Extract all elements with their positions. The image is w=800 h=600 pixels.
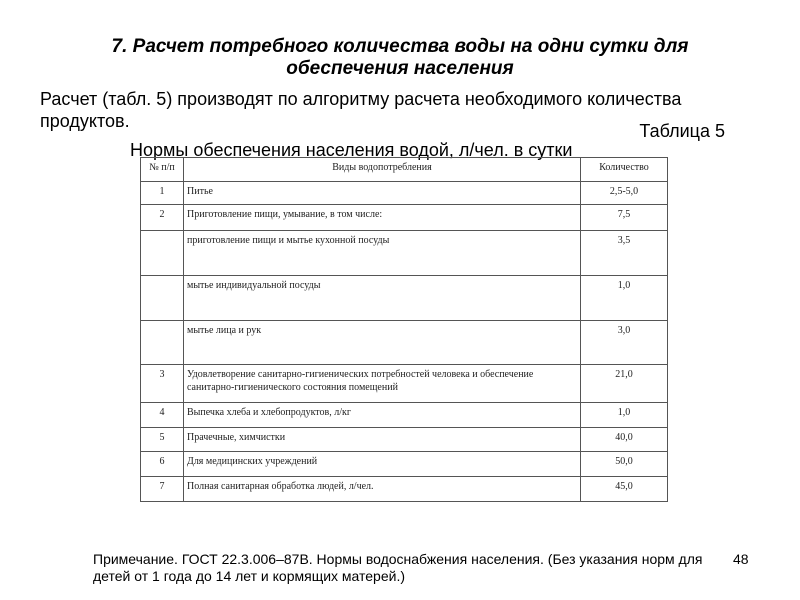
table-row bbox=[141, 231, 668, 276]
row-value: 2,5-5,0 bbox=[581, 182, 668, 205]
table-row bbox=[141, 321, 668, 365]
table-row bbox=[141, 452, 668, 477]
water-norms-table bbox=[140, 157, 668, 502]
row-number: 6 bbox=[141, 452, 184, 477]
row-kind: Удовлетворение санитарно-гигиенических потребностей человека и обеспечение санитарно-гигиенического состояния помещений bbox=[184, 365, 581, 403]
row-value: 1,0 bbox=[581, 403, 668, 428]
header-quantity: Количество bbox=[581, 158, 668, 182]
row-number: 1 bbox=[141, 182, 184, 205]
row-value: 50,0 bbox=[581, 452, 668, 477]
row-number: 2 bbox=[141, 205, 184, 231]
row-kind: мытье лица и рук bbox=[184, 321, 581, 365]
table-row bbox=[141, 477, 668, 502]
row-kind: Полная санитарная обработка людей, л/чел. bbox=[184, 477, 581, 502]
row-kind: Выпечка хлеба и хлебопродуктов, л/кг bbox=[184, 403, 581, 428]
row-kind: Для медицинских учреждений bbox=[184, 452, 581, 477]
row-number bbox=[141, 321, 184, 365]
row-number bbox=[141, 231, 184, 276]
row-kind: приготовление пищи и мытье кухонной посуды bbox=[184, 231, 581, 276]
row-value: 45,0 bbox=[581, 477, 668, 502]
page-number: 48 bbox=[733, 551, 749, 567]
table-row bbox=[141, 428, 668, 452]
header-number: № п/п bbox=[141, 158, 184, 182]
row-value: 3,5 bbox=[581, 231, 668, 276]
table-row bbox=[141, 403, 668, 428]
header-kind: Виды водопотребления bbox=[184, 158, 581, 182]
intro-paragraph: Расчет (табл. 5) производят по алгоритму расчета необходимого количества продуктов. bbox=[40, 89, 682, 131]
footnote: Примечание. ГОСТ 22.3.006–87В. Нормы водоснабжения населения. (Без указания норм для детей от 1 года до 14 лет и кормящих матерей.) bbox=[93, 551, 703, 584]
section-heading: 7. Расчет потребного количества воды на одни сутки для обеспечения населения bbox=[111, 36, 689, 79]
table-label: Таблица 5 bbox=[639, 121, 725, 141]
table-row bbox=[141, 182, 668, 205]
row-kind: мытье индивидуальной посуды bbox=[184, 276, 581, 321]
row-kind: Питье bbox=[184, 182, 581, 205]
table-title: Нормы обеспечения населения водой, л/чел. в сутки bbox=[130, 140, 573, 160]
row-number: 4 bbox=[141, 403, 184, 428]
table-header-row bbox=[141, 158, 668, 182]
row-kind: Прачечные, химчистки bbox=[184, 428, 581, 452]
table-row bbox=[141, 365, 668, 403]
row-kind: Приготовление пищи, умывание, в том числе: bbox=[184, 205, 581, 231]
row-number: 5 bbox=[141, 428, 184, 452]
row-number: 3 bbox=[141, 365, 184, 403]
row-value: 3,0 bbox=[581, 321, 668, 365]
row-number: 7 bbox=[141, 477, 184, 502]
row-value: 21,0 bbox=[581, 365, 668, 403]
row-number bbox=[141, 276, 184, 321]
table-row bbox=[141, 205, 668, 231]
row-value: 40,0 bbox=[581, 428, 668, 452]
row-value: 7,5 bbox=[581, 205, 668, 231]
row-value: 1,0 bbox=[581, 276, 668, 321]
table-row bbox=[141, 276, 668, 321]
